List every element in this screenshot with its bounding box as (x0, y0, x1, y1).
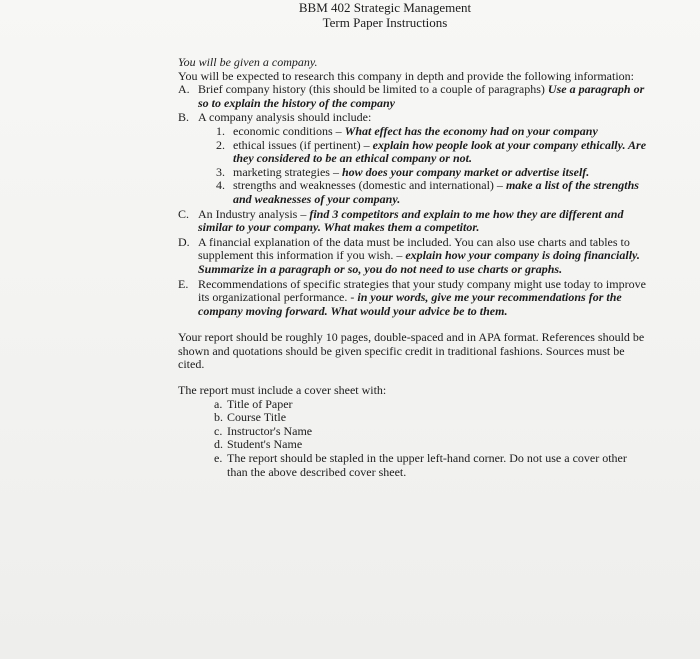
analysis-item (216, 179, 648, 206)
course-title: BBM 402 Strategic Management (298, 0, 472, 15)
item-marker: 1. (216, 123, 225, 138)
item-text: Instructor's Name (227, 423, 313, 438)
document-header (0, 0, 700, 30)
section-text: A company analysis should include: (198, 110, 372, 125)
item-emphasis: how does your company market or advertise itself. (341, 164, 590, 179)
item-text: Title of Paper (227, 396, 293, 411)
item-text: ethical issues (if pertinent) – (233, 137, 370, 152)
item-emphasis: What effect has the economy had on your company (344, 123, 598, 138)
section-e (178, 278, 648, 319)
section-text: An Industry analysis – (198, 206, 307, 221)
item-marker: e. (214, 451, 223, 466)
section-emphasis: Use a paragraph or so to explain the history of the company (198, 82, 645, 110)
section-marker: C. (178, 206, 190, 221)
section-emphasis: in your words, give me your recommendations for the company moving forward. What would your advice be to them. (198, 290, 622, 318)
section-marker: B. (178, 110, 190, 125)
item-marker: d. (214, 437, 223, 452)
section-a (178, 83, 648, 110)
item-emphasis: explain how people look at your company ethically. Are they considered to be an ethical company or not. (233, 137, 647, 166)
analysis-item (216, 166, 648, 180)
report-requirements: Your report should be roughly 10 pages, double-spaced and in APA format. References should be shown and quotations should be given specific credit in traditional fashions. Sources must be cited. (178, 330, 645, 372)
item-text: strengths and weaknesses (domestic and international) – (233, 178, 503, 193)
item-text: marketing strategies – (233, 164, 339, 179)
analysis-item (216, 139, 648, 166)
section-text: Brief company history (this should be limited to a couple of paragraphs) (198, 82, 545, 97)
section-emphasis: find 3 competitors and explain to me how they are different and similar to your company. What makes them a competitor. (198, 206, 624, 235)
item-marker: a. (214, 396, 223, 411)
item-marker: 3. (216, 164, 225, 179)
cover-item (214, 438, 648, 452)
item-emphasis: make a list of the strengths and weaknesses of your company. (233, 178, 639, 206)
expectations-paragraph: You will be expected to research this company in depth and provide the following information: (178, 68, 635, 83)
section-b (178, 111, 648, 206)
section-c (178, 208, 648, 235)
cover-sheet-intro: The report must include a cover sheet with: (178, 383, 387, 398)
cover-item (214, 452, 648, 479)
item-marker: b. (214, 410, 223, 425)
requirements-list (178, 83, 648, 318)
item-text: Course Title (227, 410, 287, 425)
item-marker: 2. (216, 137, 225, 152)
intro-line: You will be given a company. (178, 55, 318, 69)
cover-item (214, 425, 648, 439)
cover-item (214, 398, 648, 412)
item-marker: 4. (216, 178, 225, 193)
item-text: economic conditions – (233, 123, 342, 138)
section-text: A financial explanation of the data must be included. You can also use charts and tables to supplement this information if you wish. – (198, 234, 630, 263)
item-text: Student's Name (227, 437, 303, 452)
section-marker: D. (178, 234, 190, 249)
section-marker: A. (178, 82, 190, 97)
section-emphasis: explain how your company is doing financially. Summarize in a paragraph or so, you do not need to use charts or graphs. (198, 248, 640, 276)
cover-sheet-list (214, 398, 648, 480)
item-marker: c. (214, 423, 223, 438)
document-body (178, 56, 648, 479)
company-analysis-list (216, 125, 648, 207)
document-title: Term Paper Instructions (322, 15, 448, 30)
cover-item (214, 411, 648, 425)
item-text: The report should be stapled in the upper left-hand corner. Do not use a cover other than the above described cover sheet. (227, 451, 627, 479)
section-d (178, 236, 648, 277)
section-text: Recommendations of specific strategies that your study company might use today to improve its organizational performance. - (198, 276, 646, 305)
section-marker: E. (178, 276, 189, 291)
analysis-item (216, 125, 648, 139)
